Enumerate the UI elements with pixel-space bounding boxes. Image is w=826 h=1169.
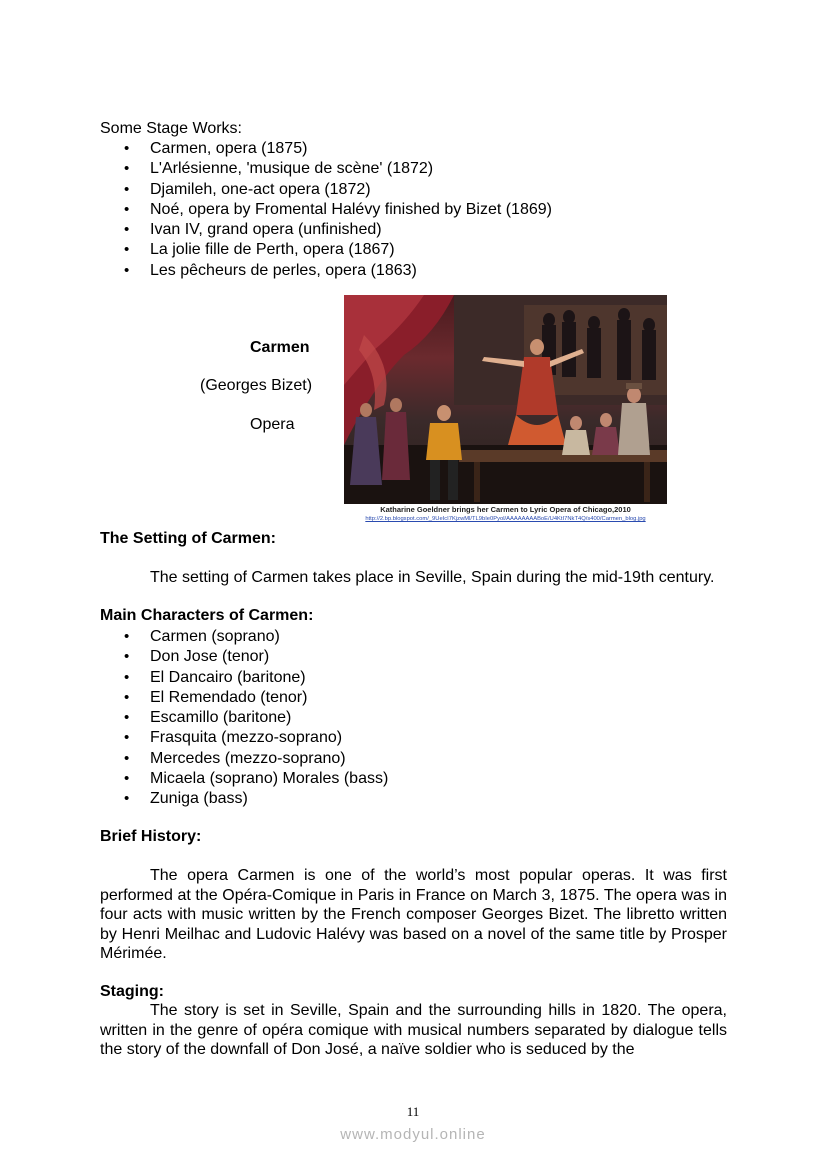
list-item: • Frasquita (mezzo-soprano) (124, 728, 388, 748)
history-paragraph (100, 866, 727, 964)
list-item: • Ivan IV, grand opera (unfinished) (124, 220, 552, 240)
staging-text: The story is set in Seville, Spain and the surrounding hills in 1820. The opera, written in the genre of opéra comique with musical numbers separated by dialogue tells the story of the downfall of Don José, a naïve soldier who is seduced by the (100, 1002, 727, 1058)
stage-scene-illustration (344, 295, 667, 505)
staging-heading: Staging: (100, 983, 164, 1000)
characters-list (124, 627, 388, 810)
feature-genre: Opera (250, 416, 295, 433)
list-item: • La jolie fille de Perth, opera (1867) (124, 240, 552, 260)
feature-composer: (Georges Bizet) (200, 377, 313, 394)
characters-heading: Main Characters of Carmen: (100, 607, 314, 624)
stage-works-list (124, 139, 552, 281)
list-item: • Micaela (soprano) Morales (bass) (124, 769, 388, 789)
page-number: 11 (406, 1104, 420, 1119)
list-item: • L'Arlésienne, 'musique de scène' (1872) (124, 159, 552, 179)
list-item: • Les pêcheurs de perles, opera (1863) (124, 261, 552, 281)
watermark: www.modyul.online (340, 1126, 486, 1143)
list-item: • Noé, opera by Fromental Halévy finished by Bizet (1869) (124, 200, 552, 220)
list-item: • El Remendado (tenor) (124, 688, 388, 708)
setting-heading: The Setting of Carmen: (100, 530, 277, 547)
list-item: • Carmen (soprano) (124, 627, 388, 647)
photo-source-link[interactable]: http://2.bp.blogspot.com/_9UeIcI7KjzwMl/TL9bIe0Pyol/AAAAAAAABoE/U4KtI7NkT4Q/s400/Carmen_blog.jpg (365, 516, 646, 522)
list-item: • Carmen, opera (1875) (124, 139, 552, 159)
carmen-stage-photo (344, 295, 667, 505)
staging-paragraph (100, 1001, 727, 1060)
list-item: • Zuniga (bass) (124, 789, 388, 809)
setting-text: The setting of Carmen takes place in Seville, Spain during the mid-19th century. (150, 569, 715, 586)
list-item: • Djamileh, one-act opera (1872) (124, 180, 552, 200)
stage-works-heading: Some Stage Works: (100, 120, 242, 137)
list-item: • Escamillo (baritone) (124, 708, 388, 728)
list-item: • Mercedes (mezzo-soprano) (124, 749, 388, 769)
history-text: The opera Carmen is one of the world’s most popular operas. It was first performed at the Opéra-Comique in Paris in France on March 3, 1875. The opera was in four acts with music written by the French composer Georges Bizet. The libretto written by Henri Meilhac and Ludovic Halévy was based on a novel of the same title by Prosper Mérimée. (100, 867, 727, 962)
list-item: • El Dancairo (baritone) (124, 668, 388, 688)
photo-caption: Katharine Goeldner brings her Carmen to Lyric Opera of Chicago,2010 (344, 504, 667, 515)
list-item: • Don Jose (tenor) (124, 647, 388, 667)
feature-title: Carmen (250, 339, 310, 356)
history-heading: Brief History: (100, 828, 202, 845)
